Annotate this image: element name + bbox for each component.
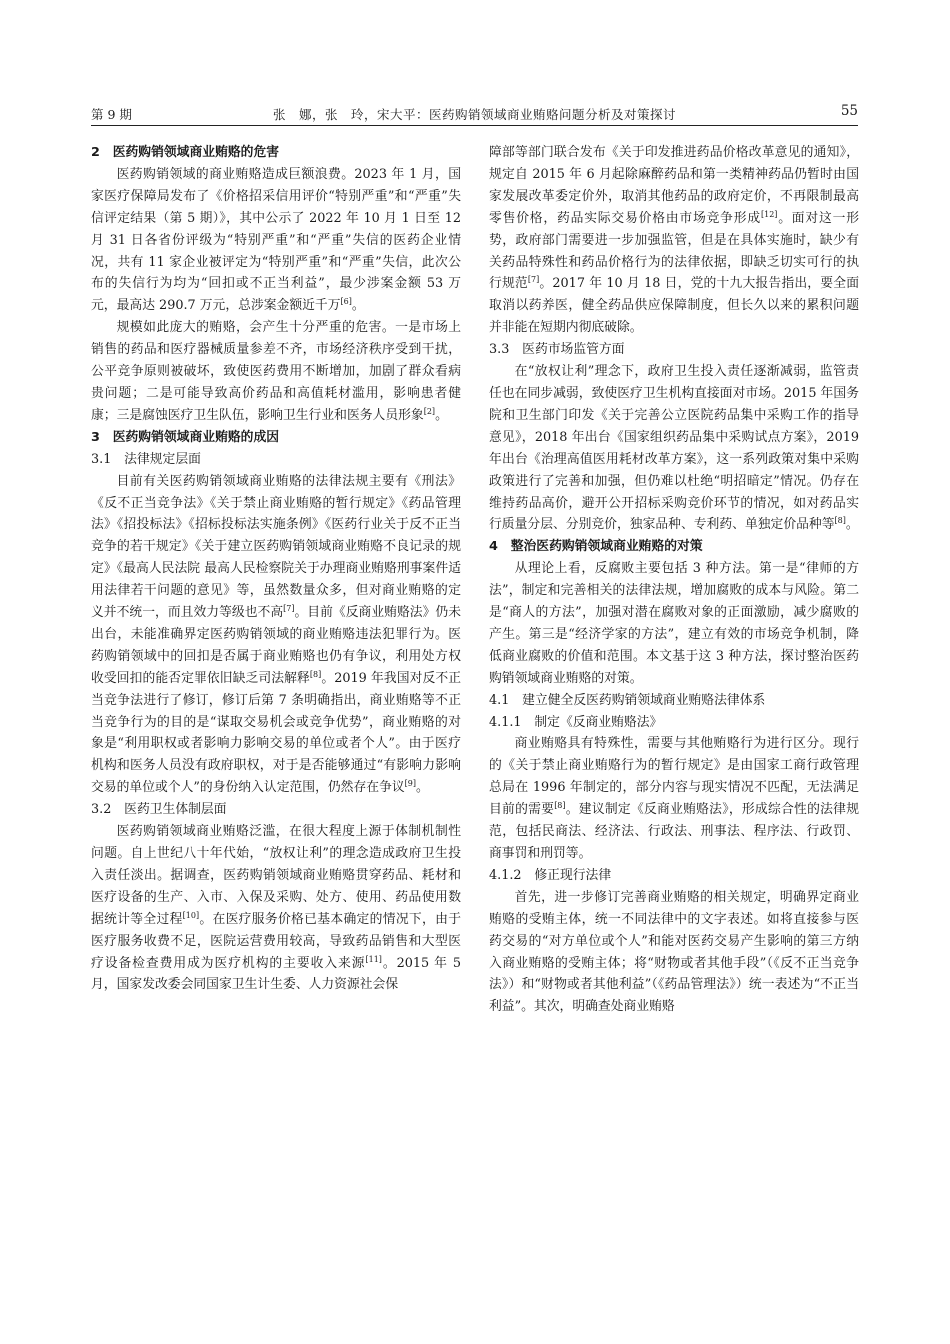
running-header [91, 103, 858, 126]
page-number: 55 [840, 103, 858, 119]
citation: [8] [554, 801, 566, 811]
section-4-paragraph: 从理论上看，反腐败主要包括 3 种方法。第一是“律师的方法”，制定和完善相关的法律法规，增加腐败的成本与风险。第二是“商人的方法”，加强对潜在腐败对象的正面激励，减少腐败的产生。第三是“经济学家的方法”，建立有效的市场竞争机制，降低商业腐败的价值和范围。本文基于这 3 种方法，探讨整治医药购销领域商业贿赂的对策。 [489, 561, 859, 686]
section-3-1-heading: 3.1 法律规定层面 [91, 451, 201, 467]
issue-label: 第 9 期 [91, 107, 132, 122]
section-4-1-heading: 4.1 建立健全反医药购销领域商业贿赂法律体系 [489, 692, 766, 708]
section-4-1-1-heading: 4.1.1 制定《反商业贿赂法》 [489, 714, 663, 730]
citation: [7] [527, 275, 540, 285]
section-3-heading: 3 医药购销领域商业贿赂的成因 [91, 429, 280, 445]
section-3-2-heading: 3.2 医药卫生体制层面 [91, 802, 227, 818]
citation: [8] [309, 669, 322, 679]
citation: [12] [760, 209, 778, 219]
section-4-1-1-paragraph: 商业贿赂具有特殊性，需要与其他贿赂行为进行区分。现行的《关于禁止商业贿赂行为的暂行规定》是由国家工商行政管理总局在 1996 年制定的，部分内容与现实情况不匹配，无法满足目前的需要[8]。建议制定《反商业贿赂法》，形成综合性的法律规范，包括民商法、经济法、行政法、刑事法、程序法、行政罚、商事罚和刑罚等。 [489, 736, 859, 861]
citation: [2] [423, 406, 436, 416]
section-2-heading: 2 医药购销领域商业贿赂的危害 [91, 145, 280, 160]
section-4-heading: 4 整治医药购销领域商业贿赂的对策 [489, 539, 703, 555]
citation: [6] [340, 297, 352, 307]
section-4-1-2-heading: 4.1.2 修正现行法律 [489, 867, 612, 883]
section-2-paragraph-1: 医药购销领域的商业贿赂造成巨额浪费。2023 年 1 月，国家医疗保障局发布了《价格招采信用评价“特别严重”和“严重”失信评定结果（第 5 期）》，其中公示了 2022 年 10 月 1 日至 12 月 31 日各省份评级为“特别严重”和“严重”失信的医药企业情况，共有 11 家企业被评定为“特别严重”和“严重”失信，此次公布的失信行为均为“回扣或不正当利益”，最少涉案金额 53 万元，最高达 290.7 万元，总涉案金额近千万[6]。 [91, 166, 461, 314]
section-3-2-paragraph: 医药购销领域商业贿赂泛滥，在很大程度上源于体制机制性问题。自上世纪八十年代始，“放权让利”的理念造成政府卫生投入责任淡出。据调查，医药购销领域商业贿赂贯穿药品、耗材和医疗设备的生产、入市、入保及采购、处方、使用、药品使用数据统计等全过程[10]。在医疗服务价格已基本确定的情况下，由于医疗服务收费不足，医院运营费用较高，导致药品销售和大型医疗设备检查费用成为医疗机构的主要收入来源[11]。2015 年 5 月，国家发改委会同国家卫生计生委、人力资源社会保 [91, 824, 462, 993]
section-3-2-paragraph-continued: 障部等部门联合发布《关于印发推进药品价格改革意见的通知》，规定自 2015 年 6 月起除麻醉药品和第一类精神药品仍暂时由国家发展改革委定价外，取消其他药品的政府定价，不再限制最高零售价格，药品实际交易价格由市场竞争形成[12]。面对这一形势，政府部门需要进一步加强监管，但是在具体实施时，缺少有关药品特殊性和药品价格行为的法律依据，即缺乏切实可行的执行规范[7]。2017 年 10 月 18 日，党的十九大报告指出，要全面取消以药养医，健全药品供应保障制度，但长久以来的累积问题并非能在短期内彻底破除。 [489, 145, 860, 336]
right-column [489, 142, 859, 1018]
section-3-1-paragraph: 目前有关医药购销领域商业贿赂的法律法规主要有《刑法》《反不正当竞争法》《关于禁止商业贿赂的暂行规定》《药品管理法》《招投标法》《招标投标法实施条例》《医药行业关于反不正当竞争的若干规定》《关于建立医药购销领域商业贿赂不良记录的规定》《最高人民法院 最高人民检察院关于办理商业贿赂刑事案件适用法律若干问题的意见》等，虽然数量众多，但对商业贿赂的定义并不统一，而且效力等级也不高[7]。目前《反商业贿赂法》仍未出台，未能准确界定医药购销领域的商业贿赂违法犯罪行为。医药购销领域中的回扣是否属于商业贿赂也仍有争议，利用处方权收受回扣的能否定罪依旧缺乏司法解释[8]。2019 年我国对反不正当竞争法进行了修订，修订后第 7 条明确指出，商业贿赂等不正当竞争行为的目的是“谋取交易机会或竞争优势”，商业贿赂的对象是“利用职权或者影响力影响交易的单位或者个人”。由于医疗机构和医务人员没有政府职权，对于是否能够通过“有影响力影响交易的单位或个人”的身份纳入认定范围，仍然存在争议[9]。 [91, 473, 462, 796]
citation: [8] [834, 516, 846, 526]
running-title: 张 娜，张 玲，宋大平：医药购销领域商业贿赂问题分析及对策探讨 [272, 107, 676, 122]
section-3-3-heading: 3.3 医药市场监管方面 [489, 342, 625, 358]
section-2-paragraph-2: 规模如此庞大的贿赂，会产生十分严重的危害。一是市场上销售的药品和医疗器械质量参差不齐，市场经济秩序受到干扰，公平竞争原则被破坏，致使医药费用不断增加，加剧了群众看病贵问题；二是可能导致高价药品和高值耗材滥用，影响患者健康；三是腐蚀医疗卫生队伍，影响卫生行业和医务人员形象[2]。 [91, 320, 461, 423]
section-4-1-2-paragraph: 首先，进一步修订完善商业贿赂的相关规定，明确界定商业贿赂的受贿主体，统一不同法律中的文字表述。如将直接参与医药交易的“对方单位或个人”和能对医药交易产生影响的第三方纳入商业贿赂的受贿主体；将“财物或者其他手段”（《反不正当竞争法》）和“财物或者其他利益”（《药品管理法》）统一表述为“不正当利益”。其次，明确查处商业贿赂 [489, 889, 859, 1015]
citation: [9] [404, 779, 417, 789]
citation: [11] [365, 954, 382, 964]
section-3-3-paragraph: 在“放权让利”理念下，政府卫生投入责任逐渐减弱，监管责任也在同步减弱，致使医疗卫生机构直接面对市场。2015 年国务院和卫生部门印发《关于完善公立医院药品集中采购工作的指导意见》，2018 年出台《国家组织药品集中采购试点方案》，2019 年出台《治理高值医用耗材改革方案》，这一系列政策对集中采购政策进行了完善和加强，但仍难以杜绝“明招暗定”情况。仍存在维持药品高价，避开公开招标采购竞价环节的情况，如对药品实行质量分层、分别竞价，独家品种、专利药、单独定价品种等[8]。 [489, 364, 859, 533]
citation: [7] [283, 604, 295, 614]
left-column [91, 142, 461, 996]
citation: [10] [182, 910, 200, 920]
